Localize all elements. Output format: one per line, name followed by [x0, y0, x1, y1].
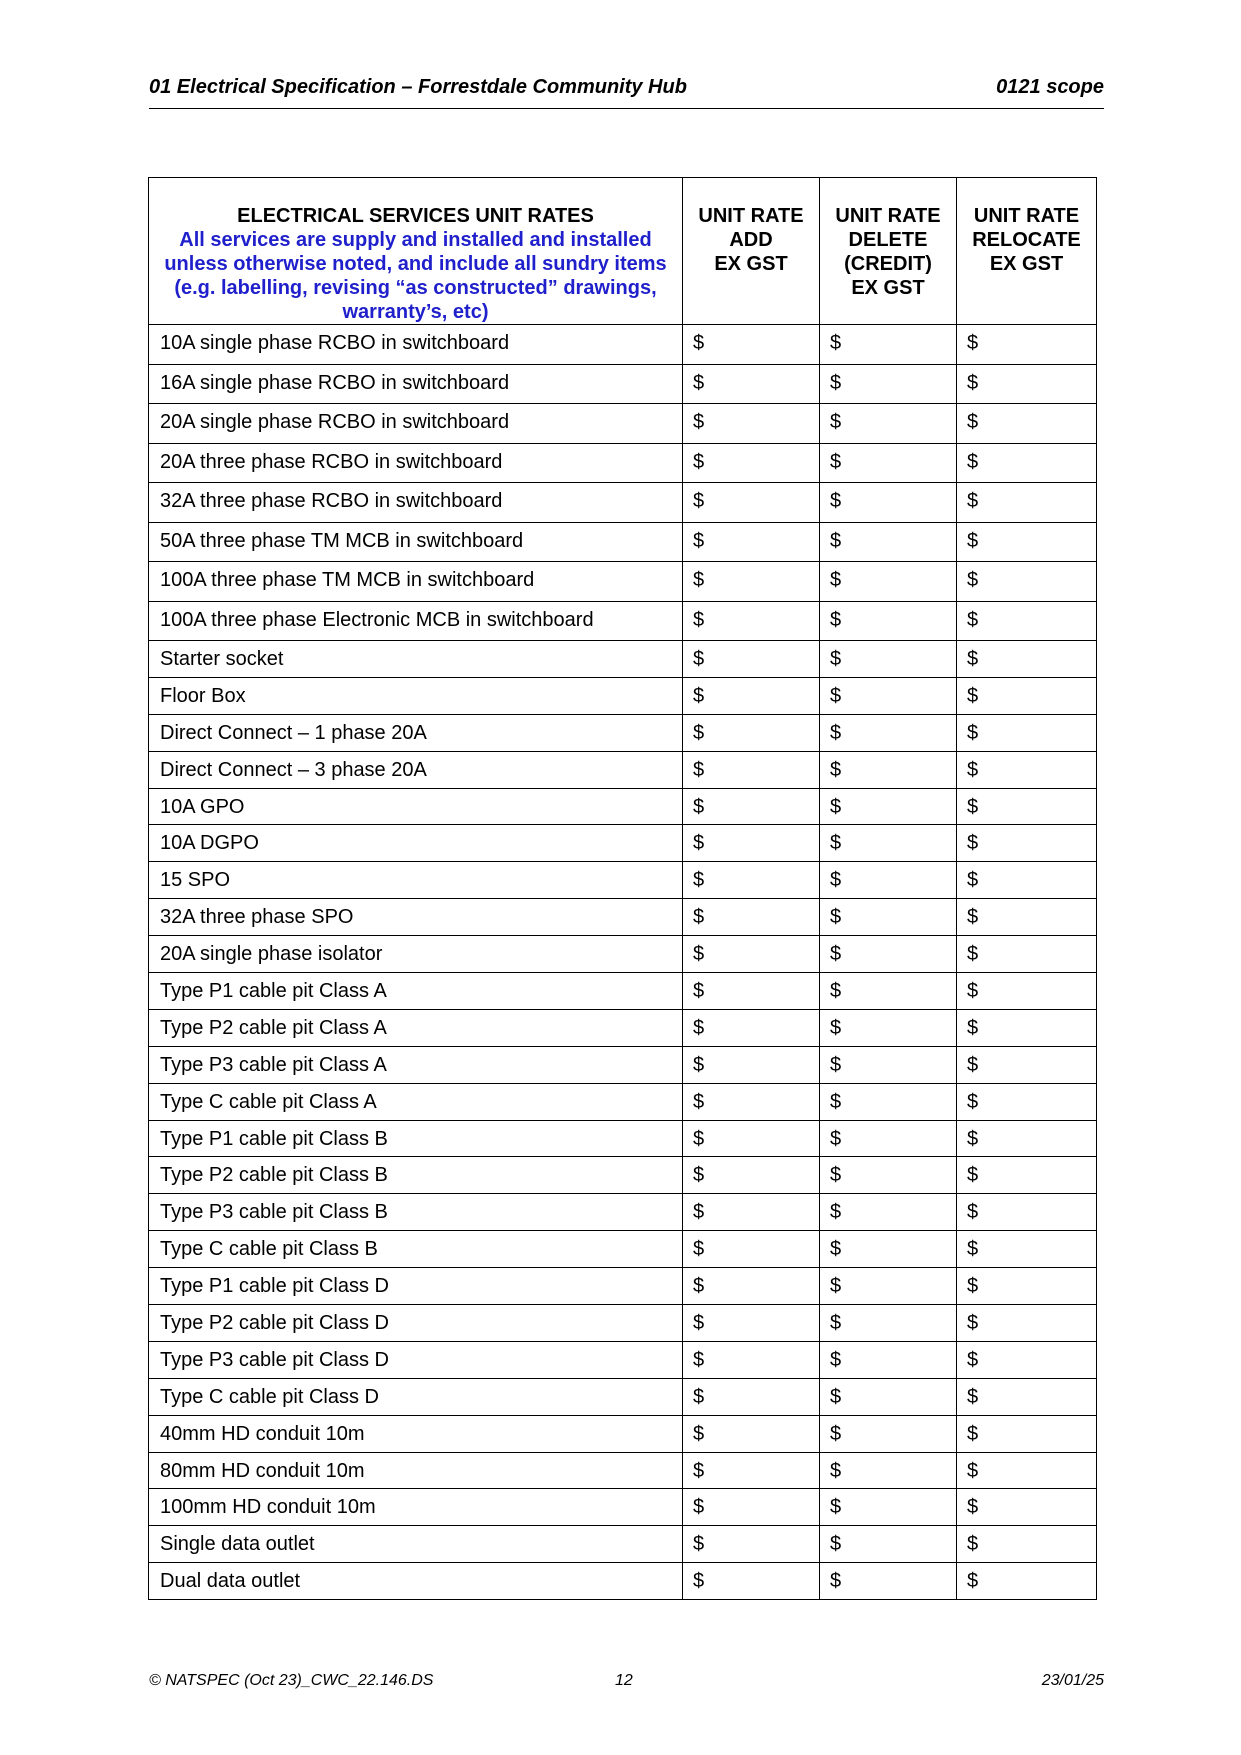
- delete-rate-cell[interactable]: $: [820, 825, 957, 862]
- table-row: [149, 973, 1097, 1010]
- item-description: 10A single phase RCBO in switchboard: [149, 325, 683, 365]
- item-description: Type P3 cable pit Class B: [149, 1194, 683, 1231]
- relocate-rate-cell[interactable]: $: [957, 1415, 1097, 1452]
- item-description: 32A three phase SPO: [149, 899, 683, 936]
- add-rate-cell[interactable]: $: [683, 1231, 820, 1268]
- relocate-rate-cell[interactable]: $: [957, 443, 1097, 483]
- add-rate-cell[interactable]: $: [683, 1268, 820, 1305]
- delete-rate-cell[interactable]: $: [820, 788, 957, 825]
- relocate-rate-cell[interactable]: $: [957, 714, 1097, 751]
- relocate-rate-cell[interactable]: $: [957, 404, 1097, 444]
- relocate-rate-cell[interactable]: $: [957, 601, 1097, 641]
- item-description: 50A three phase TM MCB in switchboard: [149, 522, 683, 562]
- item-description: 80mm HD conduit 10m: [149, 1452, 683, 1489]
- relocate-rate-cell[interactable]: $: [957, 1046, 1097, 1083]
- relocate-rate-cell[interactable]: $: [957, 325, 1097, 365]
- delete-rate-cell[interactable]: $: [820, 1268, 957, 1305]
- relocate-rate-cell[interactable]: $: [957, 562, 1097, 602]
- add-rate-cell[interactable]: $: [683, 714, 820, 751]
- relocate-rate-cell[interactable]: $: [957, 1305, 1097, 1342]
- item-description: Type P1 cable pit Class A: [149, 973, 683, 1010]
- table-row: [149, 751, 1097, 788]
- relocate-rate-cell[interactable]: $: [957, 973, 1097, 1010]
- document-title: 01 Electrical Specification – Forrestdale Community Hub: [149, 76, 687, 98]
- delete-rate-cell[interactable]: $: [820, 601, 957, 641]
- add-rate-cell[interactable]: $: [683, 899, 820, 936]
- delete-rate-cell[interactable]: $: [820, 899, 957, 936]
- relocate-rate-cell[interactable]: $: [957, 364, 1097, 404]
- item-description: Type P3 cable pit Class A: [149, 1046, 683, 1083]
- table-row: [149, 1046, 1097, 1083]
- relocate-rate-cell[interactable]: $: [957, 1563, 1097, 1600]
- delete-rate-cell[interactable]: $: [820, 1452, 957, 1489]
- item-description: 100A three phase TM MCB in switchboard: [149, 562, 683, 602]
- relocate-rate-cell[interactable]: $: [957, 641, 1097, 678]
- add-rate-cell[interactable]: $: [683, 1083, 820, 1120]
- unit-rates-table: [148, 177, 1097, 1600]
- add-rate-cell[interactable]: $: [683, 1009, 820, 1046]
- delete-rate-cell[interactable]: $: [820, 1526, 957, 1563]
- table-row: [149, 325, 1097, 365]
- table-row: [149, 1120, 1097, 1157]
- delete-rate-cell[interactable]: $: [820, 677, 957, 714]
- table-row: [149, 714, 1097, 751]
- add-rate-cell[interactable]: $: [683, 1378, 820, 1415]
- delete-rate-cell[interactable]: $: [820, 1378, 957, 1415]
- table-row: [149, 1305, 1097, 1342]
- relocate-rate-cell[interactable]: $: [957, 522, 1097, 562]
- table-row: [149, 364, 1097, 404]
- delete-rate-cell[interactable]: $: [820, 522, 957, 562]
- table-row: [149, 1489, 1097, 1526]
- relocate-rate-cell[interactable]: $: [957, 1157, 1097, 1194]
- add-rate-cell[interactable]: $: [683, 522, 820, 562]
- add-rate-header: UNIT RATE ADD EX GST: [683, 178, 820, 325]
- delete-rate-cell[interactable]: $: [820, 1489, 957, 1526]
- table-row: [149, 899, 1097, 936]
- add-rate-cell[interactable]: $: [683, 862, 820, 899]
- relocate-rate-cell[interactable]: $: [957, 936, 1097, 973]
- table-row: [149, 404, 1097, 444]
- table-row: [149, 1009, 1097, 1046]
- item-description: 20A three phase RCBO in switchboard: [149, 443, 683, 483]
- item-description: 32A three phase RCBO in switchboard: [149, 483, 683, 523]
- table-row: [149, 1268, 1097, 1305]
- relocate-rate-header: UNIT RATE RELOCATE EX GST: [957, 178, 1097, 325]
- delete-rate-cell[interactable]: $: [820, 1563, 957, 1600]
- page-number: 12: [615, 1672, 633, 1689]
- delete-rate-cell[interactable]: $: [820, 1305, 957, 1342]
- add-rate-cell[interactable]: $: [683, 1489, 820, 1526]
- add-rate-cell[interactable]: $: [683, 788, 820, 825]
- add-rate-cell[interactable]: $: [683, 1157, 820, 1194]
- item-description: Direct Connect – 3 phase 20A: [149, 751, 683, 788]
- table-row: [149, 443, 1097, 483]
- relocate-rate-cell[interactable]: $: [957, 1489, 1097, 1526]
- delete-rate-cell[interactable]: $: [820, 1341, 957, 1378]
- add-rate-cell[interactable]: $: [683, 677, 820, 714]
- add-rate-cell[interactable]: $: [683, 483, 820, 523]
- delete-rate-cell[interactable]: $: [820, 562, 957, 602]
- add-rate-cell[interactable]: $: [683, 641, 820, 678]
- relocate-rate-cell[interactable]: $: [957, 899, 1097, 936]
- delete-rate-cell[interactable]: $: [820, 1009, 957, 1046]
- delete-rate-cell[interactable]: $: [820, 862, 957, 899]
- footer-date: 23/01/25: [1041, 1672, 1104, 1689]
- relocate-rate-cell[interactable]: $: [957, 862, 1097, 899]
- delete-rate-cell[interactable]: $: [820, 404, 957, 444]
- add-rate-cell[interactable]: $: [683, 936, 820, 973]
- delete-rate-cell[interactable]: $: [820, 751, 957, 788]
- table-row: [149, 1157, 1097, 1194]
- add-rate-cell[interactable]: $: [683, 1194, 820, 1231]
- relocate-rate-cell[interactable]: $: [957, 483, 1097, 523]
- item-description: 10A DGPO: [149, 825, 683, 862]
- table-row: [149, 825, 1097, 862]
- table-row: [149, 1526, 1097, 1563]
- item-description: Type P2 cable pit Class A: [149, 1009, 683, 1046]
- add-rate-cell[interactable]: $: [683, 825, 820, 862]
- delete-rate-cell[interactable]: $: [820, 1083, 957, 1120]
- add-rate-cell[interactable]: $: [683, 1305, 820, 1342]
- table-row: [149, 1415, 1097, 1452]
- add-rate-cell[interactable]: $: [683, 1046, 820, 1083]
- add-rate-cell[interactable]: $: [683, 1415, 820, 1452]
- item-description: Direct Connect – 1 phase 20A: [149, 714, 683, 751]
- relocate-rate-cell[interactable]: $: [957, 1194, 1097, 1231]
- relocate-rate-cell[interactable]: $: [957, 1009, 1097, 1046]
- table-row: [149, 1194, 1097, 1231]
- item-description: 16A single phase RCBO in switchboard: [149, 364, 683, 404]
- page-footer: [149, 1672, 1104, 1696]
- add-rate-cell[interactable]: $: [683, 1341, 820, 1378]
- relocate-rate-cell[interactable]: $: [957, 1526, 1097, 1563]
- item-description: 20A single phase isolator: [149, 936, 683, 973]
- relocate-rate-cell[interactable]: $: [957, 1231, 1097, 1268]
- add-rate-cell[interactable]: $: [683, 1526, 820, 1563]
- item-description: Type P2 cable pit Class D: [149, 1305, 683, 1342]
- add-rate-cell[interactable]: $: [683, 1563, 820, 1600]
- table-row: [149, 483, 1097, 523]
- delete-rate-cell[interactable]: $: [820, 714, 957, 751]
- delete-rate-cell[interactable]: $: [820, 1231, 957, 1268]
- table-row: [149, 1563, 1097, 1600]
- item-description: 100mm HD conduit 10m: [149, 1489, 683, 1526]
- item-description: Floor Box: [149, 677, 683, 714]
- delete-rate-cell[interactable]: $: [820, 973, 957, 1010]
- table-row: [149, 862, 1097, 899]
- delete-rate-cell[interactable]: $: [820, 1415, 957, 1452]
- delete-rate-cell[interactable]: $: [820, 1046, 957, 1083]
- delete-rate-cell[interactable]: $: [820, 936, 957, 973]
- relocate-rate-cell[interactable]: $: [957, 1452, 1097, 1489]
- item-description: Type C cable pit Class A: [149, 1083, 683, 1120]
- table-row: [149, 936, 1097, 973]
- scope-label: 0121 scope: [996, 76, 1104, 98]
- table-row: [149, 1341, 1097, 1378]
- item-description: Type P2 cable pit Class B: [149, 1157, 683, 1194]
- table-row: [149, 562, 1097, 602]
- table-row: [149, 1083, 1097, 1120]
- relocate-rate-cell[interactable]: $: [957, 1268, 1097, 1305]
- table-row: [149, 522, 1097, 562]
- relocate-rate-cell[interactable]: $: [957, 677, 1097, 714]
- delete-rate-cell[interactable]: $: [820, 641, 957, 678]
- table-row: [149, 1231, 1097, 1268]
- add-rate-cell[interactable]: $: [683, 404, 820, 444]
- table-row: [149, 788, 1097, 825]
- table-row: [149, 641, 1097, 678]
- footer-copyright: © NATSPEC (Oct 23)_CWC_22.146.DS: [149, 1672, 434, 1689]
- add-rate-cell[interactable]: $: [683, 601, 820, 641]
- description-header: [149, 178, 683, 325]
- relocate-rate-cell[interactable]: $: [957, 825, 1097, 862]
- item-description: 20A single phase RCBO in switchboard: [149, 404, 683, 444]
- delete-rate-cell[interactable]: $: [820, 483, 957, 523]
- item-description: Type P1 cable pit Class B: [149, 1120, 683, 1157]
- item-description: Single data outlet: [149, 1526, 683, 1563]
- delete-rate-cell[interactable]: $: [820, 1194, 957, 1231]
- relocate-rate-cell[interactable]: $: [957, 1378, 1097, 1415]
- delete-rate-cell[interactable]: $: [820, 1120, 957, 1157]
- table-heading: ELECTRICAL SERVICES UNIT RATES: [237, 205, 594, 227]
- item-description: 10A GPO: [149, 788, 683, 825]
- item-description: Dual data outlet: [149, 1563, 683, 1600]
- add-rate-cell[interactable]: $: [683, 973, 820, 1010]
- add-rate-cell[interactable]: $: [683, 443, 820, 483]
- page-header: [149, 74, 1104, 109]
- table-header-row: [149, 178, 1097, 325]
- item-description: Type C cable pit Class B: [149, 1231, 683, 1268]
- add-rate-cell[interactable]: $: [683, 364, 820, 404]
- item-description: Type C cable pit Class D: [149, 1378, 683, 1415]
- add-rate-cell[interactable]: $: [683, 562, 820, 602]
- item-description: Type P3 cable pit Class D: [149, 1341, 683, 1378]
- table-row: [149, 1378, 1097, 1415]
- relocate-rate-cell[interactable]: $: [957, 1083, 1097, 1120]
- table-note: All services are supply and installed and installed unless otherwise noted, and include all sundry items (e.g. labelling, revising “as constructed” drawings, warranty’s, etc): [164, 229, 667, 323]
- table-row: [149, 601, 1097, 641]
- item-description: 15 SPO: [149, 862, 683, 899]
- delete-rate-cell[interactable]: $: [820, 443, 957, 483]
- item-description: Starter socket: [149, 641, 683, 678]
- item-description: Type P1 cable pit Class D: [149, 1268, 683, 1305]
- add-rate-cell[interactable]: $: [683, 751, 820, 788]
- relocate-rate-cell[interactable]: $: [957, 1341, 1097, 1378]
- add-rate-cell[interactable]: $: [683, 1452, 820, 1489]
- table-row: [149, 677, 1097, 714]
- delete-rate-cell[interactable]: $: [820, 364, 957, 404]
- relocate-rate-cell[interactable]: $: [957, 788, 1097, 825]
- item-description: 100A three phase Electronic MCB in switchboard: [149, 601, 683, 641]
- table-row: [149, 1452, 1097, 1489]
- delete-rate-cell[interactable]: $: [820, 1157, 957, 1194]
- add-rate-cell[interactable]: $: [683, 1120, 820, 1157]
- relocate-rate-cell[interactable]: $: [957, 751, 1097, 788]
- relocate-rate-cell[interactable]: $: [957, 1120, 1097, 1157]
- delete-rate-header: UNIT RATE DELETE (CREDIT) EX GST: [820, 178, 957, 325]
- add-rate-cell[interactable]: $: [683, 325, 820, 365]
- item-description: 40mm HD conduit 10m: [149, 1415, 683, 1452]
- delete-rate-cell[interactable]: $: [820, 325, 957, 365]
